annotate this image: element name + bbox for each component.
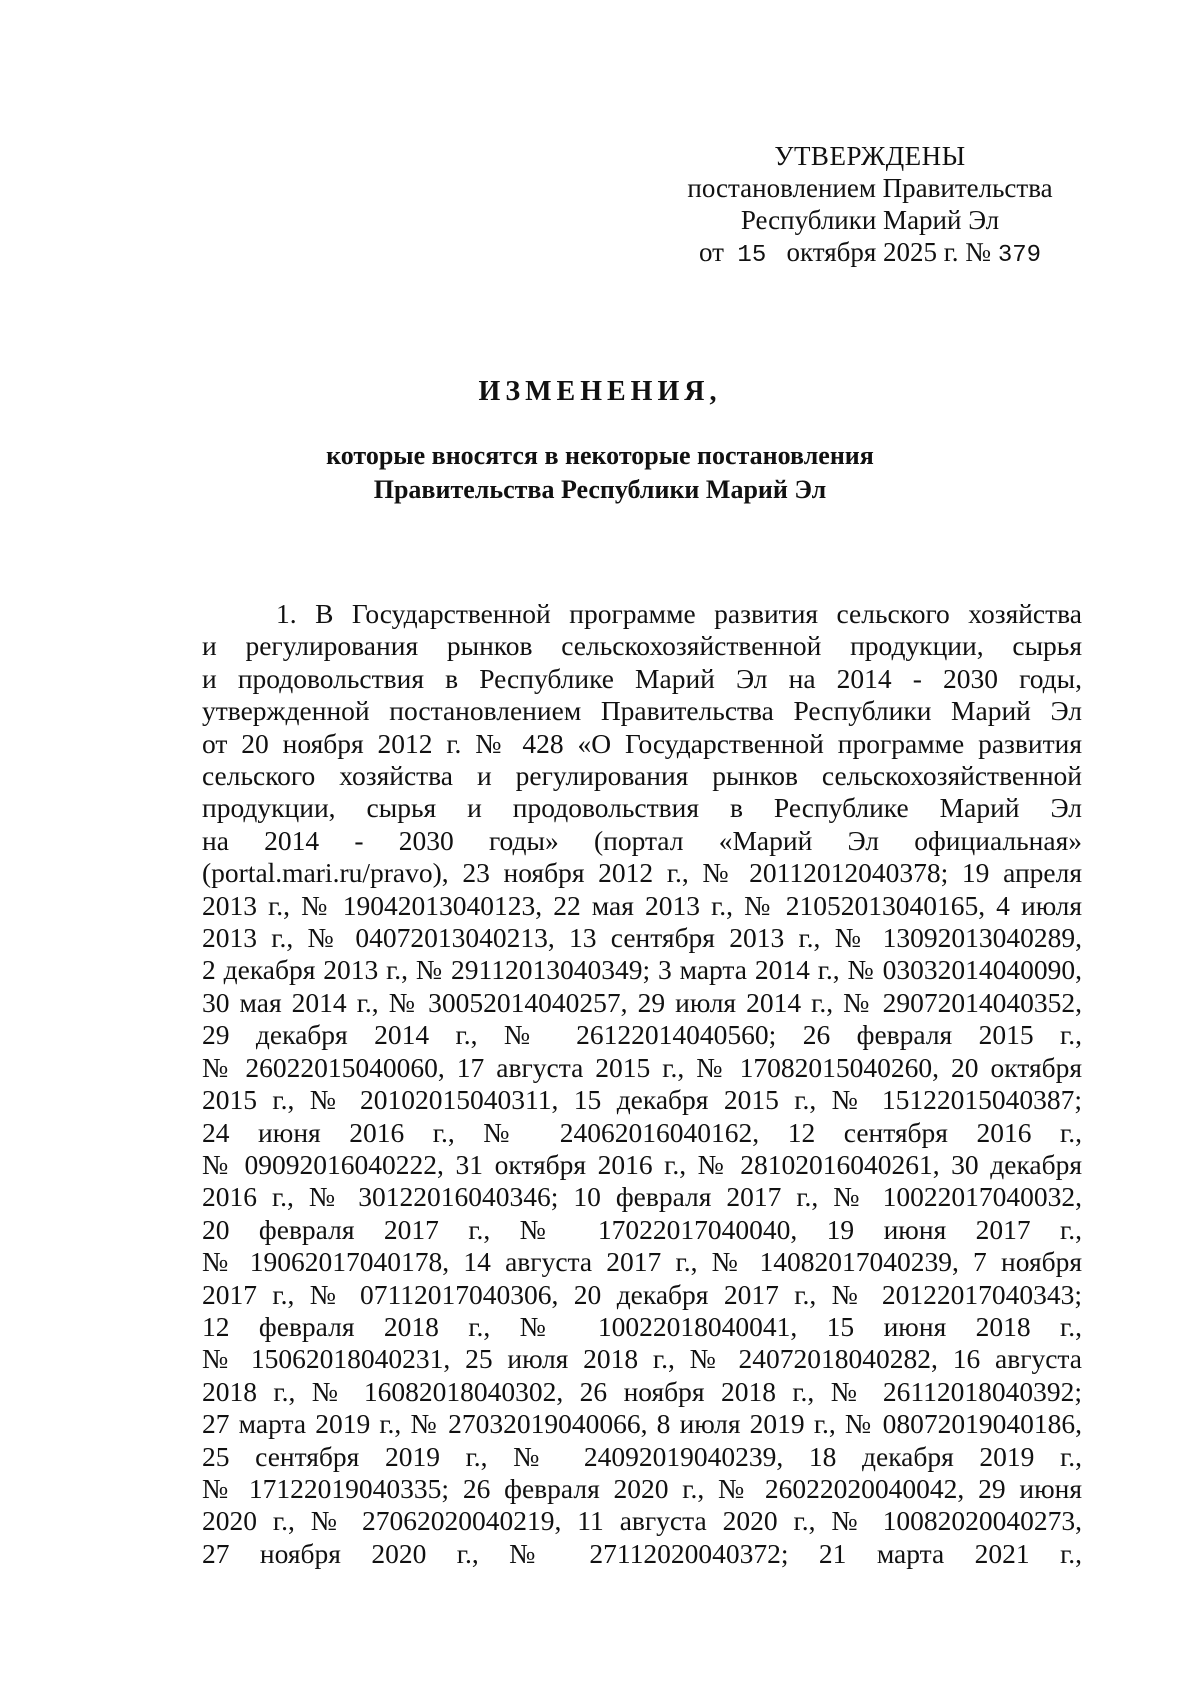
body-line: 2 декабря 2013 г., № 29112013040349; 3 марта 2014 г., № 03032014040090, [202, 954, 1082, 986]
body-line: и продовольствия в Республике Марий Эл на 2014 - 2030 годы, [202, 662, 1082, 694]
body-line: 2013 г., № 04072013040213, 13 сентября 2013 г., № 13092013040289, [202, 922, 1082, 954]
body-line: (portal.mari.ru/pravo), 23 ноября 2012 г., № 20112012040378; 19 апреля [202, 857, 1082, 889]
body-line: сельского хозяйства и регулирования рынков сельскохозяйственной [202, 760, 1082, 792]
body-line: № 09092016040222, 31 октября 2016 г., № 28102016040261, 30 декабря [202, 1148, 1082, 1180]
approval-heading: УТВЕРЖДЕНЫ [774, 141, 966, 171]
body-line: № 15062018040231, 25 июля 2018 г., № 24072018040282, 16 августа [202, 1343, 1082, 1375]
body-line: 27 ноября 2020 г., № 27112020040372; 21 марта 2021 г., [202, 1537, 1082, 1569]
body-line: продукции, сырья и продовольствия в Республике Марий Эл [202, 792, 1082, 824]
body-line: 2017 г., № 07112017040306, 20 декабря 2017 г., № 20122017040343; [202, 1278, 1082, 1310]
body-line: от 20 ноября 2012 г. № 428 «О Государственной программе развития [202, 727, 1082, 759]
decree-number: 379 [997, 242, 1042, 269]
date-middle: октября 2025 г. № [786, 237, 992, 267]
body-line: 27 марта 2019 г., № 27032019040066, 8 июля 2019 г., № 08072019040186, [202, 1408, 1082, 1440]
body-line: 30 мая 2014 г., № 30052014040257, 29 июля 2014 г., № 29072014040352, [202, 986, 1082, 1018]
subtitle-line-1: которые вносятся в некоторые постановления [326, 441, 874, 470]
body-line: № 19062017040178, 14 августа 2017 г., № 14082017040239, 7 ноября [202, 1246, 1082, 1278]
body-line: 2020 г., № 27062020040219, 11 августа 2020 г., № 10082020040273, [202, 1505, 1082, 1537]
body-line: 12 февраля 2018 г., № 10022018040041, 15 июня 2018 г., [202, 1310, 1082, 1342]
body-line: и регулирования рынков сельскохозяйственной продукции, сырья [202, 630, 1082, 662]
body-line: утвержденной постановлением Правительства Республики Марий Эл [202, 695, 1082, 727]
body-line: на 2014 - 2030 годы» (портал «Марий Эл официальная» [202, 824, 1082, 856]
date-prefix: от [698, 237, 724, 267]
body-paragraph [202, 598, 1082, 1570]
body-line: 2013 г., № 19042013040123, 22 мая 2013 г., № 21052013040165, 4 июля [202, 889, 1082, 921]
approval-line-decree: постановлением Правительства [687, 173, 1053, 203]
subtitle-line-2: Правительства Республики Марий Эл [373, 475, 827, 504]
document-title: ИЗМЕНЕНИЯ, [478, 376, 722, 407]
body-line: 24 июня 2016 г., № 24062016040162, 12 сентября 2016 г., [202, 1116, 1082, 1148]
body-line: № 26022015040060, 17 августа 2015 г., № 17082015040260, 20 октября [202, 1051, 1082, 1083]
document-subtitle [0, 439, 1200, 507]
body-line: 2015 г., № 20102015040311, 15 декабря 2015 г., № 15122015040387; [202, 1084, 1082, 1116]
approval-block [660, 140, 1080, 272]
date-day: 15 [737, 242, 767, 269]
approval-line-republic: Республики Марий Эл [740, 205, 1000, 235]
body-line: 29 декабря 2014 г., № 26122014040560; 26 февраля 2015 г., [202, 1019, 1082, 1051]
body-line: 2016 г., № 30122016040346; 10 февраля 2017 г., № 10022017040032, [202, 1181, 1082, 1213]
body-line: 2018 г., № 16082018040302, 26 ноября 2018 г., № 26112018040392; [202, 1375, 1082, 1407]
body-line: № 17122019040335; 26 февраля 2020 г., № 26022020040042, 29 июня [202, 1472, 1082, 1504]
approval-date-line [660, 236, 1080, 272]
body-line: 25 сентября 2019 г., № 24092019040239, 18 декабря 2019 г., [202, 1440, 1082, 1472]
body-line: 1. В Государственной программе развития сельского хозяйства [276, 598, 1082, 629]
body-line: 20 февраля 2017 г., № 17022017040040, 19 июня 2017 г., [202, 1213, 1082, 1245]
